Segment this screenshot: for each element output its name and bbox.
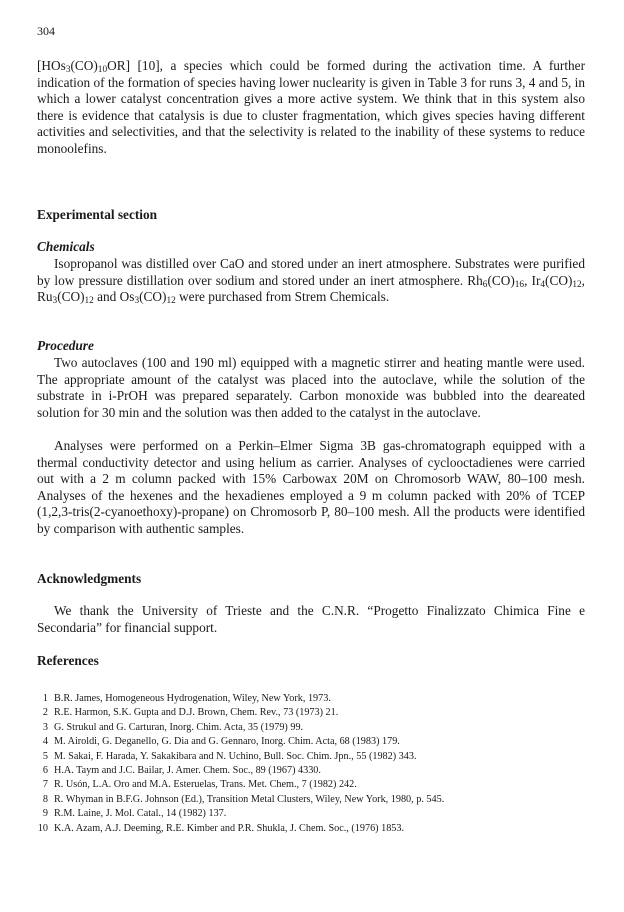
procedure-subheading: Procedure bbox=[37, 338, 94, 353]
reference-number: 4 bbox=[42, 736, 48, 748]
reference-item bbox=[37, 750, 585, 764]
reference-number: 3 bbox=[42, 721, 48, 733]
intro-formula: $[HOs_3(CO)_{10}OR]$ bbox=[37, 58, 130, 75]
references-list bbox=[37, 692, 585, 836]
reference-text: K.A. Azam, A.J. Deeming, R.E. Kimber and P.R. Shukla, J. Chem. Soc., (1976) 1853. bbox=[54, 822, 405, 834]
experimental-heading: Experimental section bbox=[37, 207, 158, 222]
reference-item bbox=[37, 721, 585, 735]
reference-number: 7 bbox=[42, 779, 48, 791]
reference-text: M. Sakai, F. Harada, Y. Sakakibara and N. Uchino, Bull. Soc. Chim. Jpn., 55 (1982) 343. bbox=[54, 750, 417, 762]
reference-number: 5 bbox=[42, 750, 48, 762]
reference-number: 10 bbox=[37, 822, 48, 834]
chemicals-subheading: Chemicals bbox=[37, 239, 95, 254]
reference-number: 8 bbox=[42, 793, 48, 805]
chemicals-paragraph: Isopropanol was distilled over CaO and stored under an inert atmosphere. Substrates were purified by low pressure distillation over sodium and stored under an inert atmosphere. $Rh_6(CO)_{16}$, $Ir_4(CO)_{12}$, $Ru_3(CO)_{12}$ and $Os_3(CO)_{12}$ were purchased from Strem Chemicals. bbox=[37, 256, 585, 307]
page-number: 304 bbox=[37, 24, 55, 38]
reference-item bbox=[37, 807, 585, 821]
acknowledgments-heading: Acknowledgments bbox=[37, 571, 142, 586]
reference-text: G. Strukul and G. Carturan, Inorg. Chim. Acta, 35 (1979) 99. bbox=[54, 721, 304, 733]
reference-item bbox=[37, 692, 585, 706]
reference-number: 6 bbox=[42, 765, 48, 777]
reference-number: 1 bbox=[42, 693, 48, 704]
intro-paragraph: $[HOs_3(CO)_{10}OR]$ [10], a species which could be formed during the activation time. A further indication of the formation of species having lower nuclearity is given in Table 3 for runs 3, 4 and 5, in which a lower catalyst concentration gives a more active system. We think that in this system also there is evidence that catalysis is due to cluster fragmentation, which gives species having different activities and selectivities, and that the selectivity is related to the inability of these systems to reduce monoolefins. bbox=[37, 58, 585, 156]
formula-ir4co12: $Ir_4(CO)_{12}$ bbox=[531, 272, 582, 290]
reference-text: R.E. Harmon, S.K. Gupta and D.J. Brown, Chem. Rev., 73 (1973) 21. bbox=[54, 707, 339, 719]
reference-text: H.A. Taym and J.C. Bailar, J. Amer. Chem. Soc., 89 (1967) 4330. bbox=[54, 765, 321, 777]
reference-item bbox=[37, 822, 585, 836]
reference-text: R.M. Laine, J. Mol. Catal., 14 (1982) 137. bbox=[54, 808, 227, 820]
reference-item bbox=[37, 706, 585, 720]
reference-item bbox=[37, 793, 585, 807]
reference-text: B.R. James, Homogeneous Hydrogenation, Wiley, New York, 1973. bbox=[54, 693, 331, 704]
reference-text: M. Airoldi, G. Deganello, G. Dia and G. Gennaro, Inorg. Chim. Acta, 68 (1983) 179. bbox=[54, 736, 400, 748]
acknowledgments-paragraph: We thank the University of Trieste and the C.N.R. “Progetto Finalizzato Chimica Fine e Secondaria” for financial support. bbox=[37, 603, 585, 635]
procedure-paragraph-1: Two autoclaves (100 and 190 ml) equipped with a magnetic stirrer and heating mantle were used. The appropriate amount of the catalyst was placed into the autoclave, while the solution of the substrate in i-PrOH was prepared separately. Carbon monoxide was bubbled into the deareated solution for 30 min and the solution was then added to the catalyst in the autoclave. bbox=[37, 355, 585, 420]
reference-text: R. Usón, L.A. Oro and M.A. Esteruelas, Trans. Met. Chem., 7 (1982) 242. bbox=[54, 779, 357, 791]
formula-ru3co12: $Ru_3(CO)_{12}$ bbox=[37, 289, 94, 307]
procedure-paragraph-2: Analyses were performed on a Perkin–Elmer Sigma 3B gas-chromatograph equipped with a thermal conductivity detector and using helium as carrier. Analyses of cyclooctadienes were carried out with a 2 m column packed with 15% Carbowax 20M on Chromosorb WAW, 80–100 mesh. Analyses of the hexenes and the hexadienes employed a 9 m column packed with 20% of TCEP (1,2,3-tris(2-cyanoethoxy)-propane) on Chromosorb P, 80–100 mesh. All the products were identified by comparison with authentic samples. bbox=[37, 438, 585, 536]
reference-number: 2 bbox=[42, 707, 48, 719]
formula-rh6co16: $Rh_6(CO)_{16}$ bbox=[467, 272, 525, 290]
reference-text: R. Whyman in B.F.G. Johnson (Ed.), Transition Metal Clusters, Wiley, New York, 1980, p. 545. bbox=[54, 793, 445, 805]
reference-number: 9 bbox=[42, 808, 48, 820]
reference-item bbox=[37, 735, 585, 749]
formula-os3co12: $Os_3(CO)_{12}$ bbox=[119, 289, 176, 307]
reference-item bbox=[37, 778, 585, 792]
references-heading: References bbox=[37, 653, 99, 668]
reference-item bbox=[37, 764, 585, 778]
